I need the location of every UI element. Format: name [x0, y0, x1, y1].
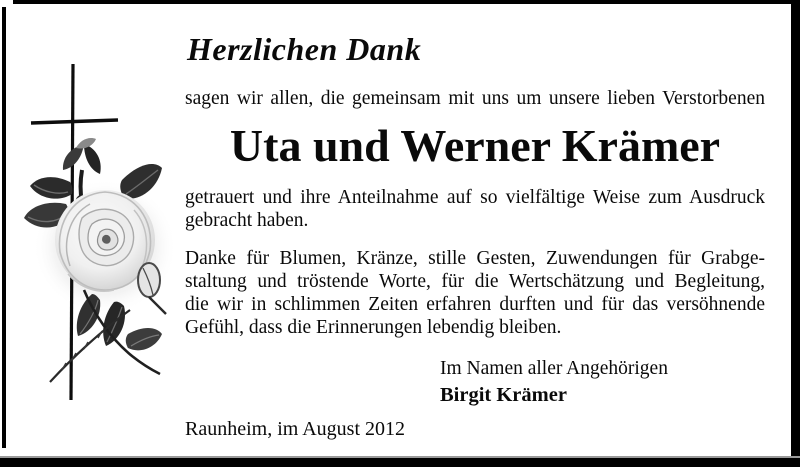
- intro-line: sagen wir allen, die gemeinsam mit uns um unsere lieben Verstorbenen: [185, 88, 765, 109]
- frame-bottom-edge: [0, 458, 800, 467]
- paragraph-line: gebracht haben.: [185, 210, 309, 231]
- paragraph-line: staltung und tröstende Worte, für die Wertschätzung und Begleitung,: [185, 271, 765, 292]
- deceased-names: Uta und Werner Krämer: [229, 120, 721, 171]
- frame-top-edge: [13, 0, 800, 4]
- signature-block: [440, 355, 668, 409]
- paragraph-mourning: [185, 186, 765, 232]
- place-and-date: Raunheim, im August 2012: [185, 418, 405, 440]
- signature-intro: Im Namen aller Angehörigen: [440, 358, 668, 379]
- frame-right-edge: [791, 0, 800, 467]
- paragraph-line: Gefühl, dass die Erinnerungen lebendig bleiben.: [185, 317, 562, 338]
- paragraph-line: getrauert und ihre Anteilnahme auf so vielfältige Weise zum Ausdruck: [185, 187, 765, 208]
- paragraph-thanks: [185, 247, 765, 339]
- paragraph-line: die wir in schlimmen Zeiten erfahren durften und für das versöhnende: [185, 294, 765, 315]
- paragraph-line: Danke für Blumen, Kränze, stille Gesten, Zuwendungen für Grabge-: [185, 248, 765, 269]
- notice-title: Herzlichen Dank: [187, 31, 422, 67]
- signature-name: Birgit Krämer: [440, 384, 567, 406]
- cross-with-white-rose-icon: [10, 52, 185, 412]
- frame-left-edge: [2, 7, 6, 448]
